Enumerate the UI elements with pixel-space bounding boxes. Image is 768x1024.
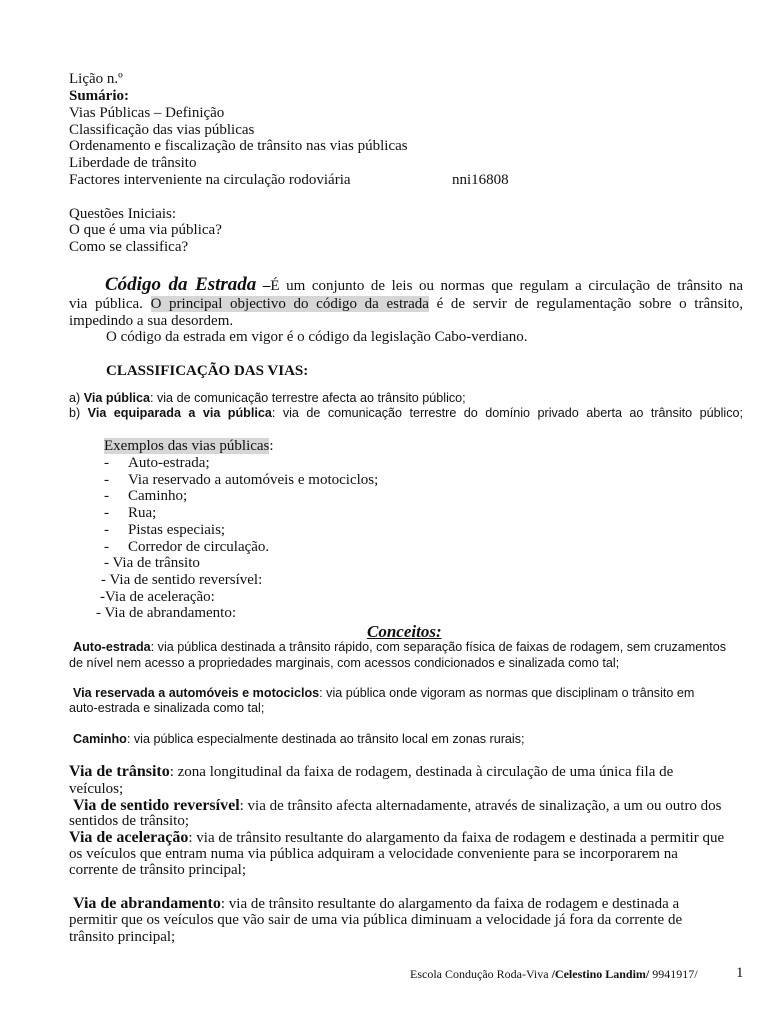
term: Via reservada a automóveis e motociclos <box>73 686 320 700</box>
definition: : via pública especialmente destinada ao trânsito local em zonas rurais; <box>126 732 525 746</box>
classification-title: CLASSIFICAÇÃO DAS VIAS: <box>106 363 309 379</box>
question-item: O que é uma via pública? <box>69 222 222 238</box>
footer-phone: 9941917/ <box>649 967 698 981</box>
summary-label: Sumário: <box>69 88 129 104</box>
definition: : via de trânsito afecta alternadamente, através de sinalização, a um ou outro dos <box>239 798 722 814</box>
classification-item-a <box>69 391 466 405</box>
concepts-title: Conceitos: <box>367 622 442 641</box>
list-item-text: Auto-estrada; <box>128 455 210 471</box>
concept-line: sentidos de trânsito; <box>69 813 189 829</box>
list-item <box>104 522 225 539</box>
colon: : <box>269 438 274 454</box>
footer-author: /Celestino Landim/ <box>551 967 650 981</box>
concept-line: de nível nem acesso a propriedades marginais, com acessos condicionados e sinalizada como tal; <box>69 656 620 670</box>
list-item-text: Caminho; <box>128 488 188 504</box>
list-item <box>104 472 378 489</box>
definition: : via de trânsito resultante do alargamento da faixa de rodagem e destinada a <box>220 896 680 912</box>
list-item-text: Pistas especiais; <box>128 522 226 538</box>
list-marker: b) <box>69 406 81 420</box>
term: Via de abrandamento <box>73 895 221 912</box>
summary-item: Vias Públicas – Definição <box>69 105 225 121</box>
page-number: 1 <box>736 965 744 981</box>
term: Via de aceleração <box>69 829 189 846</box>
list-item <box>104 539 269 556</box>
examples-title <box>104 438 274 455</box>
code-dash: – <box>256 278 271 294</box>
list-dash: - <box>104 455 109 471</box>
list-item <box>104 488 187 505</box>
concept-line: corrente de trânsito principal; <box>69 862 247 878</box>
list-dash: - <box>104 522 109 538</box>
summary-item: Factores interveniente na circulação rodoviária <box>69 172 351 188</box>
list-item: -Via de aceleração: <box>100 589 215 605</box>
document-code: nni16808 <box>452 172 509 188</box>
classification-item-b <box>69 406 743 420</box>
highlighted-text: Exemplos das vias públicas <box>104 438 270 454</box>
concept-line <box>73 732 525 746</box>
term: Via pública <box>83 391 150 405</box>
definition: : via de comunicação terrestre do domínio privado aberta ao trânsito público; <box>271 406 743 420</box>
code-text: É um conjunto de leis ou normas que regulam a circulação de trânsito na <box>270 278 743 294</box>
code-text: é de servir de regulamentação sobre o trânsito, <box>436 296 744 312</box>
code-text: impedindo a sua desordem. <box>69 313 234 329</box>
term: Via de trânsito <box>69 763 170 780</box>
definition: : via pública destinada a trânsito rápido, com separação física de faixas de rodagem, sem cruzamentos <box>150 640 727 654</box>
code-text: O código da estrada em vigor é o código da legislação Cabo-verdiano. <box>106 329 528 345</box>
code-title: Código da Estrada <box>105 274 257 295</box>
list-item: - Via de abrandamento: <box>96 605 237 621</box>
concept-line: trânsito principal; <box>69 929 176 945</box>
concept-line: permitir que os veículos que vão sair de uma via pública diminuam a velocidade já fora da corrente de <box>69 912 683 928</box>
concept-line <box>69 763 673 781</box>
code-paragraph-line <box>69 274 743 296</box>
summary-item: Liberdade de trânsito <box>69 155 197 171</box>
summary-item: Ordenamento e fiscalização de trânsito nas vias públicas <box>69 138 408 154</box>
code-text: via pública. <box>69 296 143 312</box>
list-dash: - <box>104 472 109 488</box>
concept-line <box>73 686 694 700</box>
list-dash: - <box>104 505 109 521</box>
highlighted-text: O principal objectivo do código da estrada <box>150 296 429 312</box>
concept-line: os veículos que entram numa via pública adquiram a velocidade conveniente para se incorporarem na <box>69 846 678 862</box>
questions-title: Questões Iniciais: <box>69 206 177 222</box>
list-marker: a) <box>69 391 81 405</box>
concept-line <box>73 895 679 913</box>
definition: : zona longitudinal da faixa de rodagem, destinada à circulação de uma única fila de <box>169 764 674 780</box>
term: Via equiparada a via pública <box>87 406 272 420</box>
summary-item: Classificação das vias públicas <box>69 122 255 138</box>
definition: : via de comunicação terrestre afecta ao trânsito público; <box>149 391 466 405</box>
list-item-text: Via reservado a automóveis e motociclos; <box>128 472 379 488</box>
term: Via de sentido reversível <box>73 797 240 814</box>
concept-line: auto-estrada e sinalizada como tal; <box>69 701 265 715</box>
list-dash: - <box>104 488 109 504</box>
definition: : via pública onde vigoram as normas que disciplinam o trânsito em <box>319 686 695 700</box>
footer-school: Escola Condução Roda-Viva <box>410 967 552 981</box>
list-item-text: Rua; <box>128 505 157 521</box>
lesson-number: Lição n.º <box>69 71 123 87</box>
concept-line: veículos; <box>69 781 124 797</box>
concept-line <box>73 640 726 654</box>
list-item: - Via de sentido reversível: <box>101 572 263 588</box>
code-paragraph-line <box>69 296 743 313</box>
list-item-text: Corredor de circulação. <box>128 539 270 555</box>
term: Auto-estrada <box>73 640 151 654</box>
list-dash: - <box>104 539 109 555</box>
list-item <box>104 455 210 472</box>
concept-line <box>69 829 724 847</box>
question-item: Como se classifica? <box>69 239 189 255</box>
page-footer <box>410 967 698 982</box>
list-item: - Via de trânsito <box>104 555 200 571</box>
term: Caminho <box>73 732 127 746</box>
list-item <box>104 505 156 522</box>
definition: : via de trânsito resultante do alargamento da faixa de rodagem e destinada a permitir que <box>188 830 725 846</box>
